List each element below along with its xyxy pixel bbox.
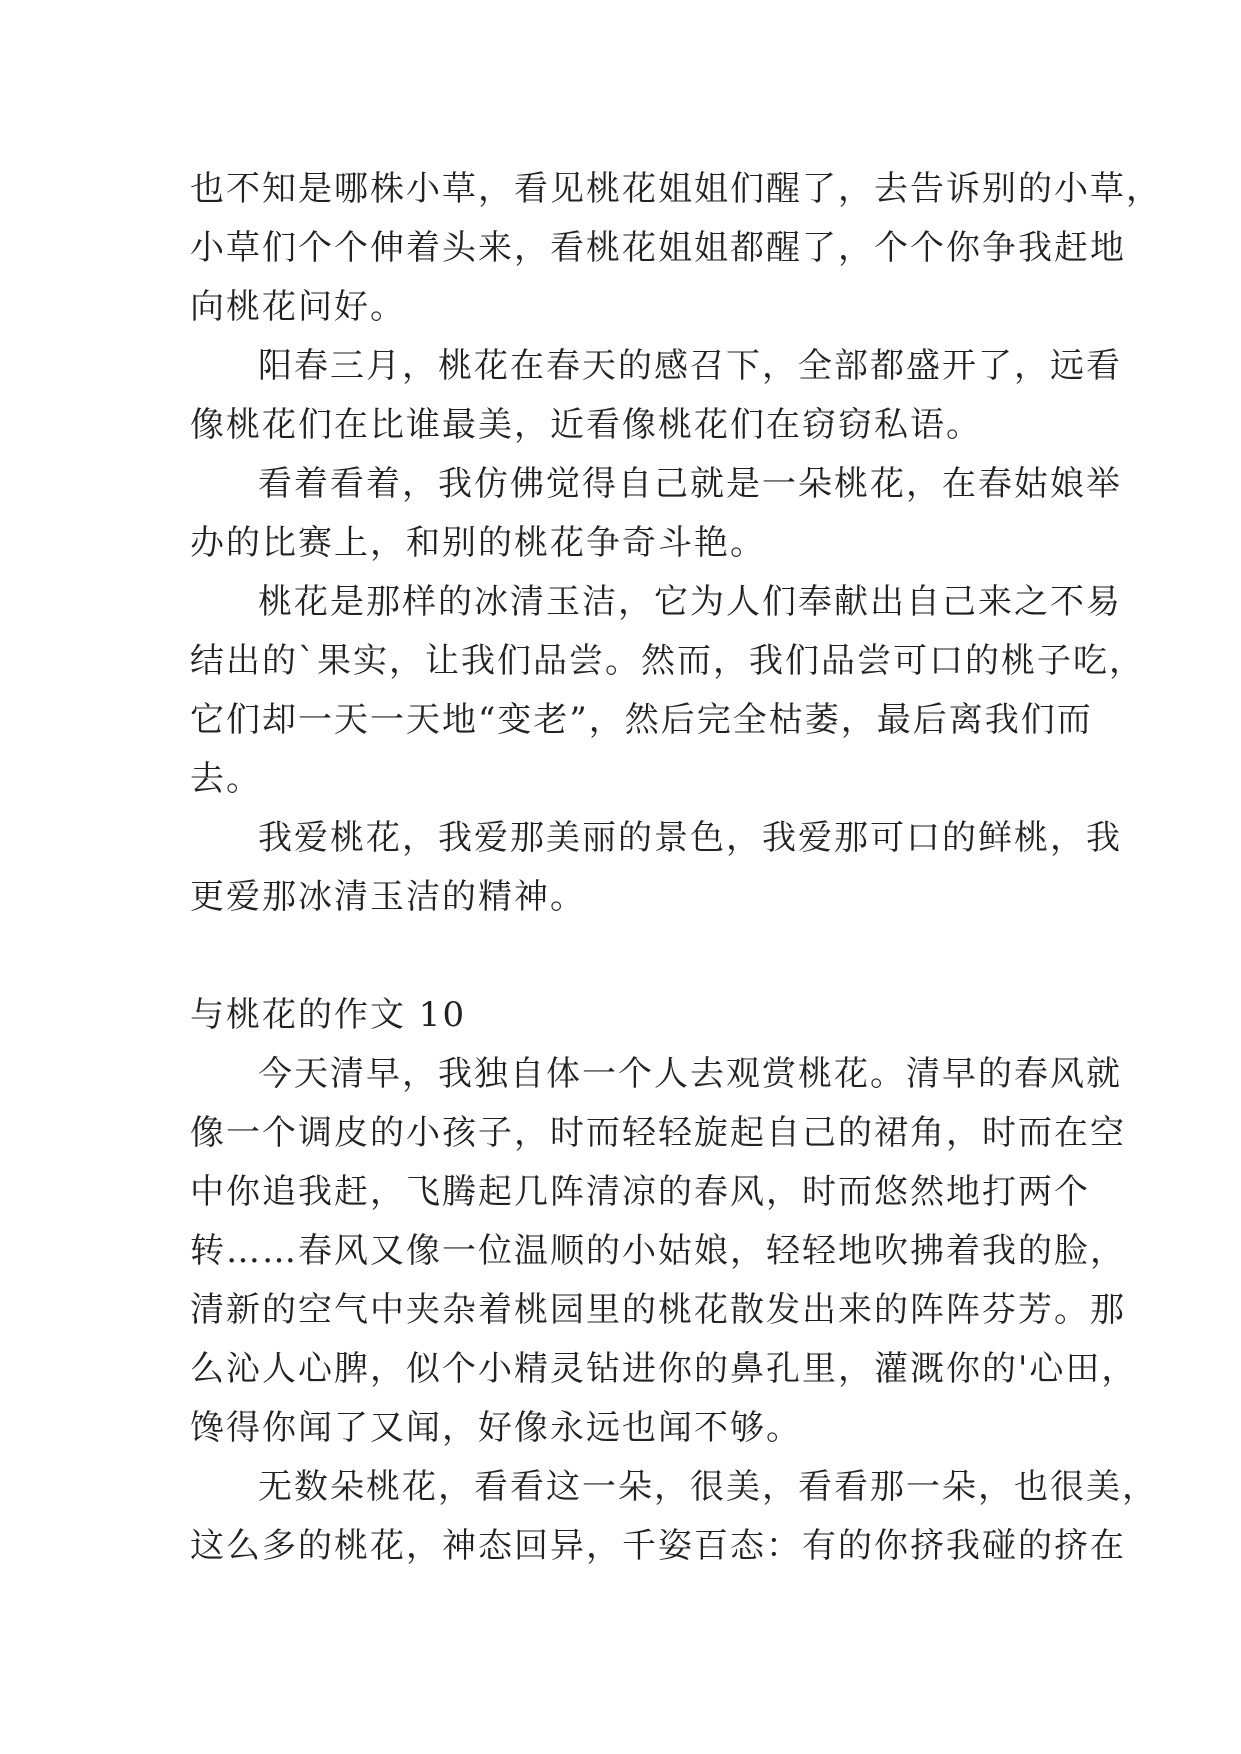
section-title: 与桃花的作文 10 (190, 995, 467, 1035)
paragraph-line: 也不知是哪株小草，看见桃花姐姐们醒了，去告诉别的小草， (190, 169, 1162, 209)
paragraph-line: 清新的空气中夹杂着桃园里的桃花散发出来的阵阵芬芳。那 (190, 1290, 1126, 1330)
paragraph-line: 我爱桃花，我爱那美丽的景色，我爱那可口的鲜桃，我 (258, 818, 1122, 858)
paragraph-line: 今天清早，我独自体一个人去观赏桃花。清早的春风就 (258, 1054, 1122, 1094)
paragraph-line: 像一个调皮的小孩子，时而轻轻旋起自己的裙角，时而在空 (190, 1113, 1126, 1153)
paragraph-line: 它们却一天一天地“变老”，然后完全枯萎，最后离我们而 (190, 700, 1093, 740)
blank-line (190, 927, 1070, 986)
paragraph-line: 办的比赛上，和别的桃花争奇斗艳。 (190, 523, 766, 563)
paragraph-line: 馋得你闻了又闻，好像永远也闻不够。 (190, 1408, 802, 1448)
paragraph-line: 阳春三月，桃花在春天的感召下，全部都盛开了，远看 (258, 346, 1122, 386)
paragraph-line: 去。 (190, 759, 262, 799)
paragraph-line: 更爱那冰清玉洁的精神。 (190, 877, 586, 917)
paragraph-line: 桃花是那样的冰清玉洁，它为人们奉献出自己来之不易 (258, 582, 1122, 622)
paragraph-line: 结出的`果实，让我们品尝。然而，我们品尝可口的桃子吃， (190, 641, 1145, 681)
paragraph-line: 像桃花们在比谁最美，近看像桃花们在窃窃私语。 (190, 405, 982, 445)
paragraph-line: 看着看着，我仿佛觉得自己就是一朵桃花，在春姑娘举 (258, 464, 1122, 504)
paragraph-line: 无数朵桃花，看看这一朵，很美，看看那一朵，也很美， (258, 1467, 1158, 1507)
paragraph-line: 中你追我赶，飞腾起几阵清凉的春风，时而悠然地打两个 (190, 1172, 1090, 1212)
paragraph-line: 转……春风又像一位温顺的小姑娘，轻轻地吹拂着我的脸， (190, 1231, 1126, 1271)
paragraph-line: 小草们个个伸着头来，看桃花姐姐都醒了，个个你争我赶地 (190, 228, 1126, 268)
paragraph-line: 么沁人心脾，似个小精灵钻进你的鼻孔里，灌溉你的'心田， (190, 1349, 1138, 1389)
paragraph-line: 这么多的桃花，神态回异，千姿百态：有的你挤我碰的挤在 (190, 1526, 1126, 1566)
paragraph-line: 向桃花问好。 (190, 287, 406, 327)
document-body (190, 160, 1162, 1576)
